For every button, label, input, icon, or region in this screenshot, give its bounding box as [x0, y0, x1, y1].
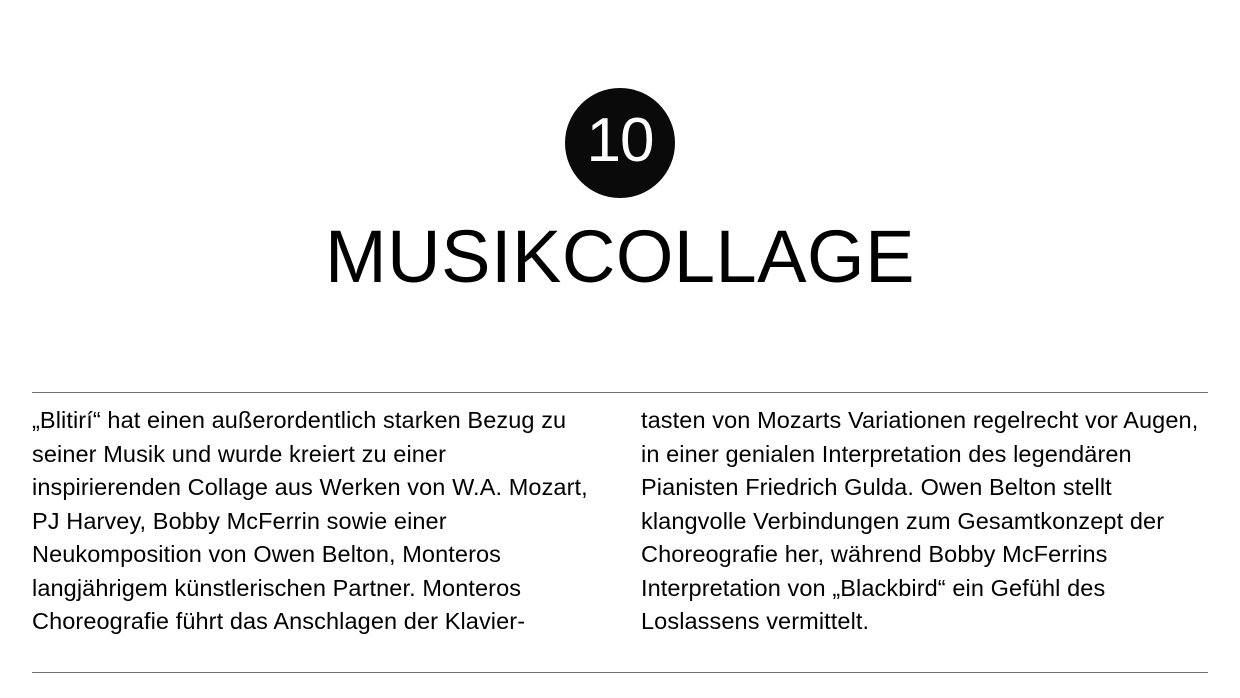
divider-top [32, 392, 1208, 393]
section-number-badge-container [0, 88, 1240, 198]
body-text-columns [32, 404, 1208, 639]
body-column-right [641, 404, 1207, 639]
body-paragraph-right: tasten von Mozarts Variationen regelrecht vor Augen, in einer genialen Interpretation des legendären Pianisten Friedrich Gulda. Owen Belton stellt klangvolle Verbindungen zum Gesamtkonzept der Choreografie her, während Bobby McFerrins Interpretation von „Blackbird“ ein Gefühl des Loslassens vermittelt. [641, 407, 1199, 634]
body-paragraph-left: „Blitirí“ hat einen außerordentlich starken Bezug zu seiner Musik und wurde kreiert zu einer inspirierenden Collage aus Werken von W.A. Mozart, PJ Harvey, Bobby McFerrin sowie einer Neukomposition von Owen Belton, Monteros langjährigem künstlerischen Partner. Monteros Choreografie führt das Anschlagen der Klavier- [32, 407, 588, 634]
page-title-container [0, 215, 1240, 298]
page-title: MUSIKCOLLAGE [325, 215, 915, 298]
section-number-badge [565, 88, 675, 198]
section-number-text: 10 [586, 106, 654, 175]
body-column-left [32, 404, 598, 639]
divider-bottom [32, 672, 1208, 673]
